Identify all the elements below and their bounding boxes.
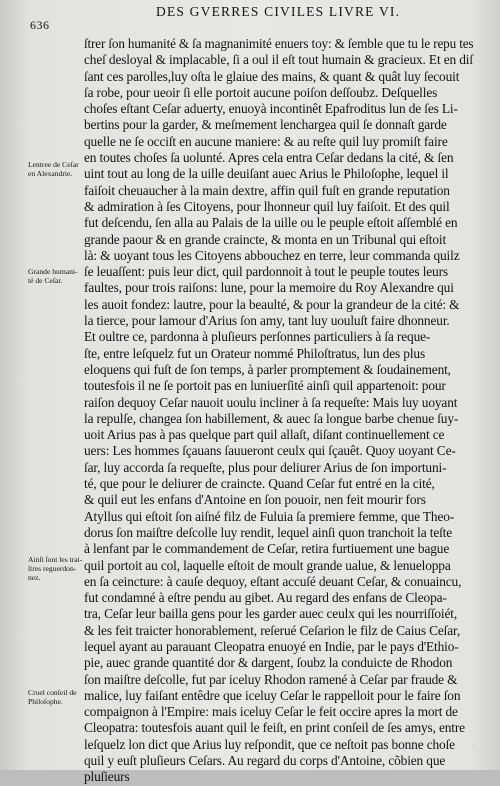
- text-line: quelle ne ſe occiſt en aucune maniere: & au reſte quil luy promiſt faire: [84, 133, 448, 149]
- page-number: 636: [30, 18, 50, 32]
- text-line: raiſon dequoy Ceſar nauoit uoulu incliner à ſa requeſte: Mais luy uoyant: [84, 394, 458, 410]
- text-line: & les feit traicter honorablement, reſerué Ceſarion le filz de Caius Ceſar,: [84, 622, 461, 638]
- text-line: pluſieurs: [84, 769, 130, 785]
- text-line: ſte, entre leſquelz fut un Orateur nommé Philoſtratus, lun des plus: [84, 345, 426, 361]
- text-line: ſant ces parolles,luy oſta le glaiue des mains, & quant & quât luy ſecouit: [84, 68, 460, 84]
- text-line: & quil eut les enfans d'Antoine en ſon pouoir, nen feit mourir fors: [84, 492, 426, 508]
- running-head: DES GVERRES CIVILES LIVRE VI.: [156, 4, 401, 19]
- margin-note-line: Lentree de Ceſar: [28, 160, 79, 169]
- text-line: compaignon à l'Empire: mais iceluy Ceſar le feit occire apres la mort de: [84, 704, 458, 720]
- main-text-column: [84, 36, 476, 786]
- text-line: uers: Les hommes ſçauans ſauueront ceulx qui ſçauêt. Quoy uoyant Ce-: [84, 443, 456, 459]
- margin-note-line: Ainſi ſont les trai-: [28, 555, 83, 564]
- text-line: bertins pour la garder, & meſmement lenchargea quil ſe donnaſt garde: [84, 117, 447, 133]
- text-line: en toutes choſes ſa uolunté. Apres cela entra Ceſar dedans la cité, & ſen: [84, 150, 454, 166]
- text-line: fut deſcendu, ſen alla au Palais de la uille ou le peuple eſtoit aſſemblé en: [84, 215, 458, 231]
- text-line: ſa robe, pour ueoir ſi elle portoit aucune poiſon deſſoubz. Deſquelles: [84, 84, 438, 100]
- text-line: la repulſe, changea ſon habillement, & auec ſa longue barbe chenue ſuy-: [84, 410, 459, 426]
- text-line: en ſa ceincture: à cauſe dequoy, eſtant accuſé deuant Ceſar, & conuaincu,: [84, 573, 462, 589]
- text-line: pie, auec grande quantité dor & dargent, ſoubz la conduicte de Rhodon: [84, 655, 453, 671]
- margin-note-line: té de Ceſar.: [28, 276, 63, 285]
- text-line: à lenfant par le commandement de Ceſar, retira furtiuement une bague: [84, 541, 450, 557]
- margin-note-entry: [28, 160, 84, 178]
- text-line: leſquelz lon dict que Arius luy reſpondit, que ce neſtoit pas bonne choſe: [84, 736, 455, 752]
- text-line: cheſ desloyal & implacable, ſi a oul il eſt tout humain & gracieux. Et en diſ: [84, 52, 473, 68]
- text-line: uoit Arius pas à pas quelque part quil allaſt, diſant continuellement ce: [84, 427, 445, 443]
- text-line: Et oultre ce, pardonna à pluſieurs perſonnes particuliers à ſa reque-: [84, 329, 431, 345]
- margin-note-line: ſtres reguerdon-: [28, 564, 77, 573]
- text-line: les auoit fondez: lautre, pour la beaulté, & pour la grandeur de la cité: &: [84, 296, 460, 312]
- text-line: faiſoit cheuaucher à la main dextre, affin quil fuſt en grande reputation: [84, 182, 450, 198]
- text-line: toutesfois il ne ſe portoit pas en luniuerſité ainſi quil appartenoit: pour: [84, 378, 446, 394]
- margin-note-line: Grande humani-: [28, 267, 78, 276]
- margin-note-line: Philoſophe.: [28, 697, 63, 706]
- text-line: eloquens qui fuſt de ſon temps, à parler promptement & ſoudainement,: [84, 361, 451, 377]
- text-line: la tierce, pour lamour d'Arius ſon amy, tant luy uouluſt faire dhonneur.: [84, 313, 450, 329]
- text-line: quil y euſt pluſieurs Ceſars. Au regard du corps d'Antoine, cõbien que: [84, 753, 446, 769]
- text-line: fut condamné à eſtre pendu au gibet. Au regard des enfans de Cleopa-: [84, 590, 447, 606]
- margin-note-line: en Alexandrie.: [28, 169, 73, 178]
- margin-note-line: nez.: [28, 573, 41, 582]
- text-line: faultes, pour trois raiſons: lune, pour la memoire du Roy Alexandre qui: [84, 280, 454, 296]
- text-line: choſes eſtant Ceſar aduerty, enuoyà incontinêt Epafroditus lun de ſes Li-: [84, 101, 458, 117]
- text-line: ſon maiſtre deſcolle, fut par iceluy Rhodon ramené à Ceſar par fraude &: [84, 671, 458, 687]
- margin-note-humanity: [28, 267, 84, 285]
- text-line: Atyllus qui eſtoit ſon aiſné filz de Fuluia ſa premiere femme, que Theo-: [84, 508, 455, 524]
- text-line: quil portoit au col, laquelle eſtoit de moult grande ualue, & lenueloppa: [84, 557, 451, 573]
- text-line: & admiration à ſes Citoyens, pour lhonneur quil luy faiſoit. Et des quil: [84, 198, 450, 214]
- text-line: Cleopatra: toutesfois auant quil le feiſt, en print conſeil de ſes amys, entre: [84, 720, 465, 736]
- text-line: lequel ayant au parauant Cleopatra enuoyé en Indie, par le pays d'Ethio-: [84, 638, 459, 654]
- text-line: uint tout au long de la uille deuiſant auec Arius le Philoſophe, lequel il: [84, 166, 449, 182]
- text-line: malice, luy faiſant entêdre que iceluy Ceſar le rappelloit pour le faire ſon: [84, 687, 461, 703]
- text-line: grande paour & en grande craincte, & monta en un Tribunal qui eſtoit: [84, 231, 447, 247]
- margin-note-cruel-counsel: [28, 688, 84, 706]
- text-line: té, que pour le deliurer de craincte. Quand Ceſar fut entré en la cité,: [84, 476, 435, 492]
- text-line: ſtrer ſon humanité & ſa magnanimité enuers toy: & ſemble que tu le repu tes: [84, 36, 474, 51]
- text-line: ſe leuaſſent: puis leur dict, quil pardonnoit à tout le peuple toutes leurs: [84, 264, 448, 280]
- page-header: [0, 4, 500, 32]
- show-through-mark: ·: [472, 742, 476, 751]
- text-line: tra, Ceſar leur bailla gens pour les garder auec ceulx qui les nourriſſoiét,: [84, 606, 458, 622]
- text-line: là: & uoyant tous les Citoyens abbouchez en terre, leur commanda quilz: [84, 247, 460, 263]
- text-line: dorus ſon maiſtre deſcolle luy rendit, lequel ainſi quon tranchoit la teſte: [84, 524, 453, 540]
- text-line: ſar, luy accorda ſa requeſte, plus pour deliurer Arius de ſon importuni-: [84, 459, 447, 475]
- margin-note-traitors: [28, 555, 84, 582]
- margin-note-line: Cruel conſeil de: [28, 688, 77, 697]
